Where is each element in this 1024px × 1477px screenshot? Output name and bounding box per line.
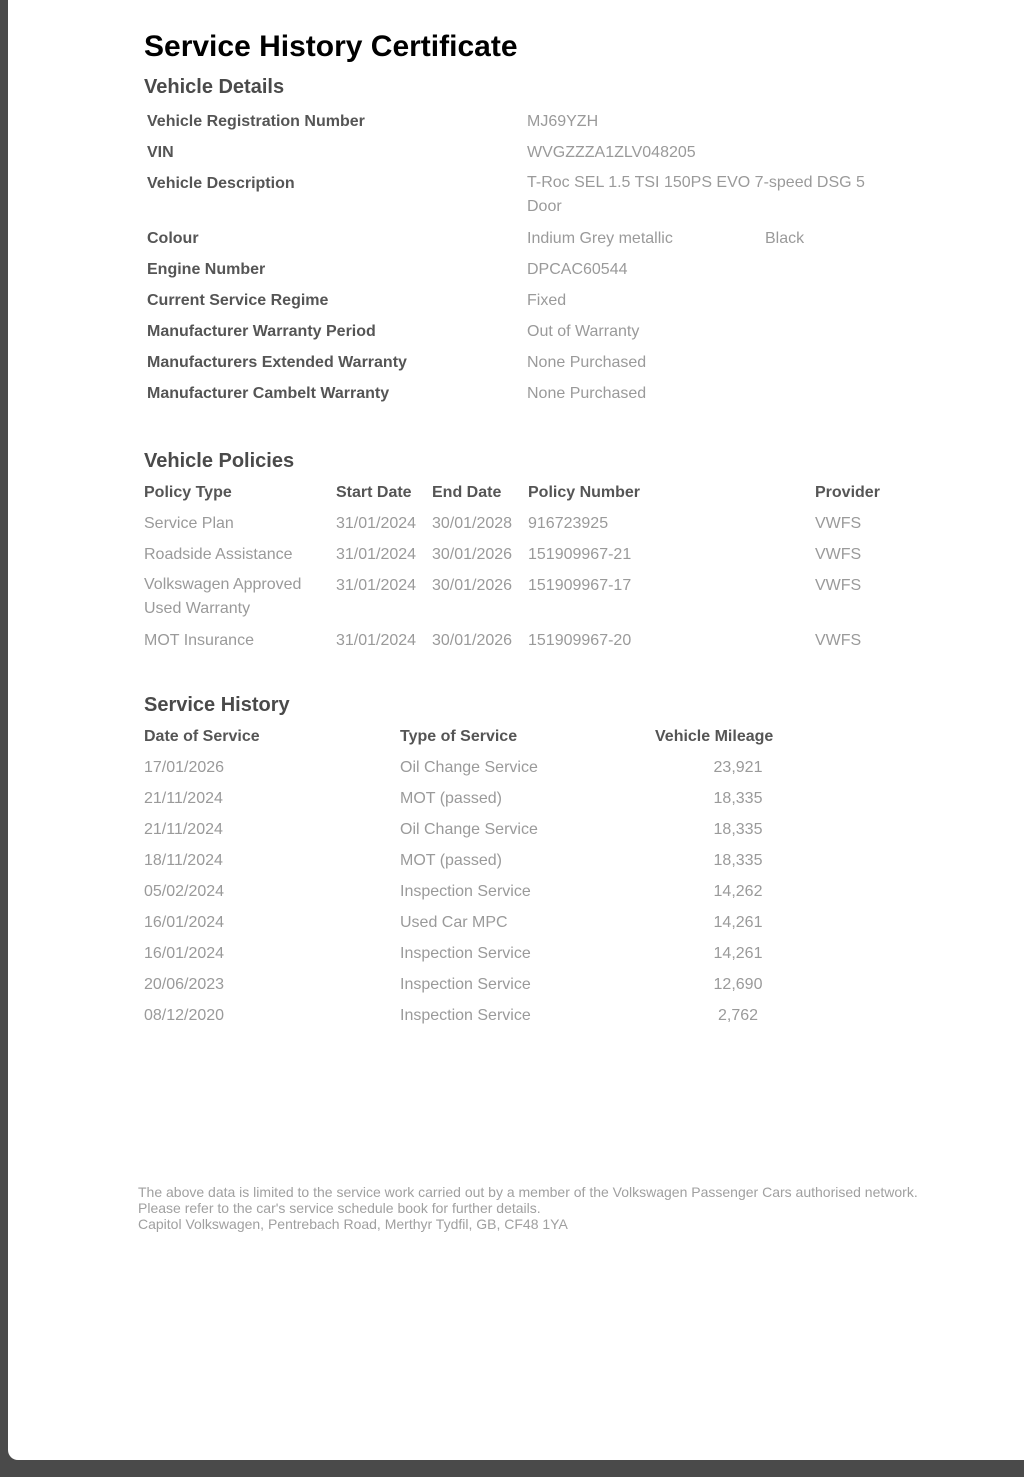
service-type-cell: MOT (passed) [400,852,502,869]
service-type-cell: Oil Change Service [400,759,538,776]
regime-label: Current Service Regime [147,292,329,309]
service-type-cell: MOT (passed) [400,790,502,807]
service-date-cell: 16/01/2024 [144,914,225,931]
cambelt-warranty-value: None Purchased [527,385,647,402]
footer-reference: Please refer to the car's service schedule book for further details. [138,1200,541,1216]
policy-type-cell: Roadside Assistance [144,546,293,563]
vin-value: WVGZZZA1ZLV048205 [527,144,696,161]
description-label: Vehicle Description [147,175,295,192]
policy-start-cell: 31/01/2024 [336,577,417,594]
policy-provider-cell: VWFS [815,515,862,532]
policy-number-header: Policy Number [528,484,641,501]
cambelt-warranty-label: Manufacturer Cambelt Warranty [147,385,390,402]
engine-label: Engine Number [147,261,266,278]
vin-label: VIN [147,144,174,161]
service-date-cell: 21/11/2024 [144,790,223,807]
policy-type-cell: Volkswagen Approved Used Warranty [144,576,302,617]
engine-value: DPCAC60544 [527,261,628,278]
service-mileage-cell: 23,921 [713,759,763,776]
policy-provider-cell: VWFS [815,632,862,649]
extended-warranty-value: None Purchased [527,354,647,371]
service-date-cell: 16/01/2024 [144,945,225,962]
warranty-value: Out of Warranty [527,323,640,340]
description-value: T-Roc SEL 1.5 TSI 150PS EVO 7-speed DSG 5 Door [527,174,865,215]
colour-label: Colour [147,230,199,247]
service-mileage-cell: 14,261 [713,914,763,931]
policy-provider-cell: VWFS [815,546,862,563]
colour-secondary-value: Black [765,230,805,247]
service-history-heading: Service History [144,694,290,716]
service-date-cell: 21/11/2024 [144,821,223,838]
service-mileage-cell: 14,262 [713,883,763,900]
footer-disclaimer: The above data is limited to the service work carried out by a member of the Volkswagen Passenger Cars authorised network. [138,1184,918,1200]
policy-number-cell: 916723925 [528,515,609,532]
footer-address: Capitol Volkswagen, Pentrebach Road, Merthyr Tydfil, GB, CF48 1YA [138,1216,568,1232]
registration-value: MJ69YZH [527,113,599,130]
certificate-page [8,0,1024,1460]
type-of-service-header: Type of Service [400,728,518,745]
service-type-cell: Inspection Service [400,1007,531,1024]
service-date-cell: 17/01/2026 [144,759,225,776]
policy-provider-cell: VWFS [815,577,862,594]
end-date-header: End Date [432,484,502,501]
policy-type-cell: Service Plan [144,515,234,532]
policy-number-cell: 151909967-20 [528,632,632,649]
service-date-cell: 08/12/2020 [144,1007,225,1024]
policy-number-cell: 151909967-17 [528,577,632,594]
colour-value: Indium Grey metallic [527,230,673,247]
policy-end-cell: 30/01/2026 [432,632,513,649]
vehicle-mileage-header: Vehicle Mileage [655,728,774,745]
service-type-cell: Inspection Service [400,883,531,900]
start-date-header: Start Date [336,484,412,501]
service-mileage-cell: 18,335 [713,790,763,807]
service-mileage-cell: 14,261 [713,945,763,962]
policy-start-cell: 31/01/2024 [336,546,417,563]
policy-end-cell: 30/01/2026 [432,577,513,594]
service-date-cell: 05/02/2024 [144,883,225,900]
service-type-cell: Used Car MPC [400,914,508,931]
vehicle-details-heading: Vehicle Details [144,76,285,98]
service-type-cell: Inspection Service [400,976,531,993]
registration-label: Vehicle Registration Number [147,113,365,130]
regime-value: Fixed [527,292,567,309]
policy-number-cell: 151909967-21 [528,546,632,563]
policy-end-cell: 30/01/2028 [432,515,513,532]
service-mileage-cell: 12,690 [713,976,763,993]
vehicle-policies-heading: Vehicle Policies [144,450,295,472]
service-date-cell: 18/11/2024 [144,852,223,869]
policy-start-cell: 31/01/2024 [336,515,417,532]
policy-type-cell: MOT Insurance [144,632,254,649]
service-type-cell: Oil Change Service [400,821,538,838]
page-title: Service History Certificate [144,30,518,63]
service-type-cell: Inspection Service [400,945,531,962]
extended-warranty-label: Manufacturers Extended Warranty [147,354,407,371]
policy-start-cell: 31/01/2024 [336,632,417,649]
policy-type-header: Policy Type [144,484,232,501]
service-mileage-cell: 18,335 [713,852,763,869]
footer-note [138,1184,918,1232]
service-date-cell: 20/06/2023 [144,976,225,993]
date-of-service-header: Date of Service [144,728,260,745]
service-mileage-cell: 18,335 [713,821,763,838]
warranty-label: Manufacturer Warranty Period [147,323,376,340]
provider-header: Provider [815,484,880,501]
policy-end-cell: 30/01/2026 [432,546,513,563]
service-mileage-cell: 2,762 [717,1007,759,1024]
